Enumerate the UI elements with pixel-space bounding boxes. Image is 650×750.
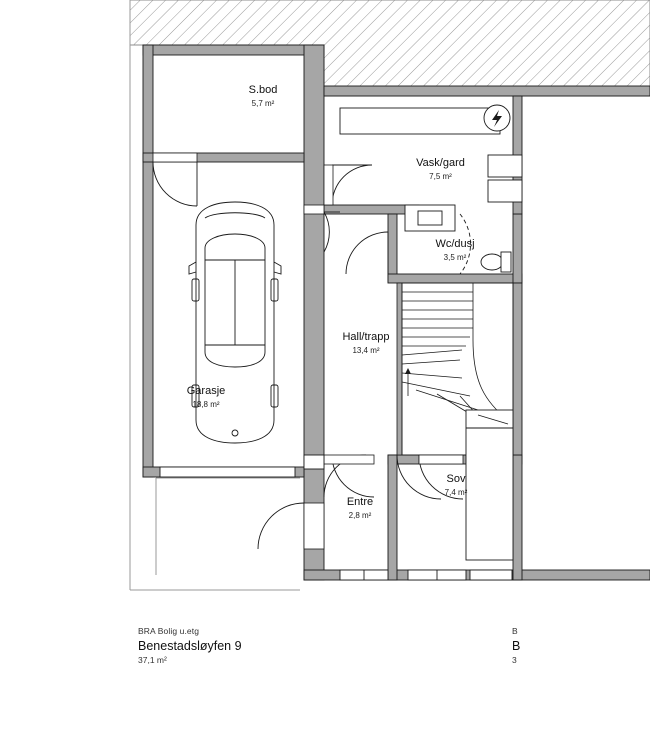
bottom-windows (340, 570, 512, 580)
room-area-vaskgard: 7,5 m² (429, 171, 452, 181)
sov-furniture (466, 410, 513, 560)
sbod-door (153, 153, 197, 206)
room-name-sbod: S.bod (248, 84, 278, 96)
room-name-garasje: Garasje (186, 385, 226, 397)
caption-area: 37,1 m² (138, 655, 167, 665)
room-area-halltrapp: 13,4 m² (352, 345, 380, 355)
plan-caption-right (512, 626, 642, 665)
room-area-garasje: 18,8 m² (192, 399, 220, 409)
room-name-sov: Sov (446, 473, 466, 485)
garage-door-opening (160, 467, 295, 477)
wcdusj-door (346, 232, 388, 274)
site-outline (130, 0, 300, 590)
vaskgard-door (324, 165, 372, 205)
room-name-halltrapp: Hall/trapp (342, 331, 390, 343)
vask-gard-fixtures (340, 105, 522, 202)
caption-label: BRA Bolig u.etg (138, 626, 200, 636)
room-name-entre: Entre (346, 496, 374, 508)
caption-right-title: B (512, 639, 521, 653)
caption-right-area: 3 (512, 655, 517, 665)
plan-caption (138, 626, 468, 665)
room-area-sov: 7,4 m² (444, 487, 468, 497)
room-name-vaskgard: Vask/gard (416, 157, 465, 169)
wc-dusj-fixtures (405, 205, 511, 274)
room-area-sbod: 5,7 m² (251, 98, 275, 108)
caption-right-label: B (512, 626, 518, 636)
hall-side-windows (304, 455, 324, 469)
room-area-wcdusj: 3,5 m² (443, 252, 467, 262)
room-area-entre: 2,8 m² (348, 510, 372, 520)
room-name-wcdusj: Wc/dusj (435, 238, 475, 250)
garage-car (189, 202, 281, 443)
caption-title: Benestadsløyfen 9 (138, 639, 242, 653)
